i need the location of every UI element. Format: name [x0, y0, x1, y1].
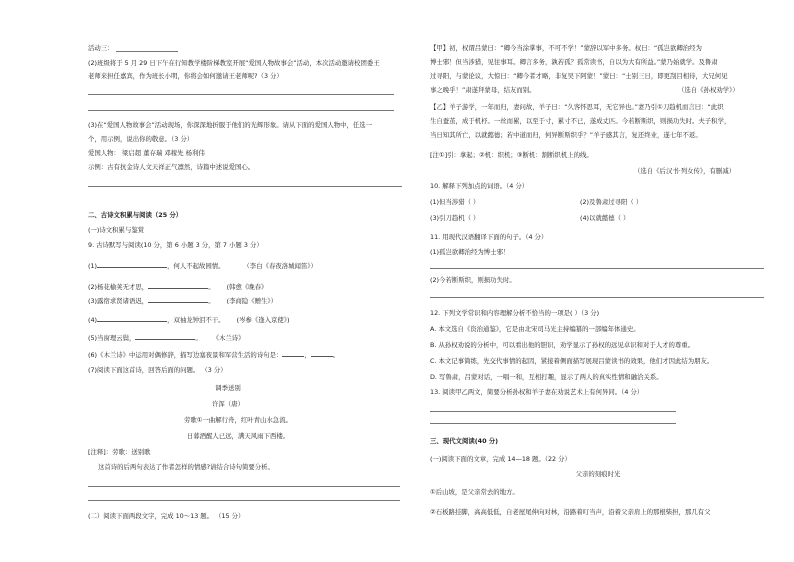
answer-line[interactable]	[430, 423, 676, 424]
answer-line[interactable]	[430, 297, 764, 298]
example-text: 示例：古有抗金诗人文天祥正气凛然，诗篇中述说爱国心。	[88, 163, 255, 171]
recite-item-2: (2)杨花榆荚无才思， 。 (韩愈《晚春》	[88, 283, 268, 291]
passage-a-source: （选自《孙权劝学》）	[678, 86, 739, 94]
answer-line[interactable]	[88, 186, 402, 187]
question-12-option-a: A. 本文选自《资治通鉴》，它是由北宋司马光主持编纂的一部编年体通史。	[430, 325, 640, 333]
question-9: 9. 古诗默写与阅读(10 分，第 6 小题 3 分，第 7 小题 3 分）	[88, 241, 263, 249]
question-2-line-2: 老师来担任嘉宾，作为班长小明，你将会如何邀请王老师呢?（3 分）	[88, 72, 283, 80]
poem-note: [注释]：劳歌：送别歌	[88, 448, 151, 456]
section-2-heading: 二、古诗文积累与阅读（25 分）	[88, 211, 183, 219]
essay-title: 父亲的刻痕时光	[575, 470, 621, 478]
poem-author: 许浑（唐）	[212, 400, 244, 408]
recite-item-5: (5)当窗理云鬓， 。 《木兰诗》	[88, 334, 245, 342]
poem-title: 调季送别	[215, 384, 241, 392]
activity-3-blank[interactable]	[116, 51, 178, 52]
question-10-item-1: (1)但当涉猎（ ）	[430, 198, 480, 206]
question-10: 10. 解释下列加点的词语。（4 分）	[430, 182, 529, 190]
poem-line-1: 劳歌①一曲解行舟，红叶青山水急流。	[184, 416, 292, 424]
question-3-line-2: 个，用示例，说出你的敬意。（3 分）	[88, 135, 194, 143]
question-13: 13. 阅读甲乙两文，简要分析孙权和羊子妻在劝说艺术上有何异同。（4 分）	[430, 388, 644, 396]
answer-line[interactable]	[88, 94, 394, 95]
question-11: 11. 用现代汉语翻译下面的句子。（4 分）	[430, 233, 548, 241]
question-10-item-4: (4)以就懿德（ ）	[580, 214, 630, 222]
question-10-item-3: (3)引刀趋机（ ）	[430, 214, 480, 222]
question-12-option-c: C. 本文记事简练，先交代事情的起因，紧接着侧面描写展现吕蒙读书的效果，他们才因此结为朋友。	[430, 357, 714, 365]
question-11-item-2: (2)今若断斯织，则损功失时。	[430, 276, 516, 284]
question-12-option-d: D. 写鲁肃，吕蒙对话，一唱一和，互相打趣，显示了两人的真实性情和融洽关系。	[430, 373, 663, 381]
passage-b-line-2: 生自蚕茧，成于机杼。一丝而累，以至于寸，累寸不已，遂成丈匹。今若断斯织，则损功失时。夫子积学，	[430, 117, 731, 125]
question-12-option-b: B. 从孙权劝说的分析中，可以看出他的胆识，劝学显示了孙权的远见卓识和对于人才的尊重。	[430, 341, 695, 349]
subsection-2-heading: (二）阅读下面两段文字，完成 10～13 题。 （15 分）	[88, 512, 245, 520]
essay-paragraph-2: ②石板路挂脚，高高低低，自老屋尾伸向对林，沿路着叮当声，沿着父亲肩上的那根柴担，那几有父	[430, 508, 711, 516]
passage-a-line-1: 【甲】初，权谓吕蒙曰：“卿今当涂掌事，不可不学！”蒙辞以军中多务。权曰：“孤岂欲卿治经为	[430, 44, 702, 52]
recite-item-3: (3)露宿求贤诸语迟， 。 (李商隐《赠生》）	[88, 297, 277, 305]
passage-b-source: （选自《后汉书·列女传》，有删减）	[634, 167, 736, 175]
question-10-item-2: (2)及鲁肃过寻阳（ ）	[580, 198, 643, 206]
recite-item-4: (4) ，双袖龙钟泪不干。 (岑参《逢入京使》)	[88, 316, 290, 324]
answer-line[interactable]	[88, 486, 400, 487]
answer-line[interactable]	[430, 268, 764, 269]
answer-line[interactable]	[430, 411, 676, 412]
passage-a-line-4: 事之晚乎！”肃遂拜蒙母，结友而别。	[430, 86, 536, 94]
passage-a-line-3: 过寻阳，与蒙论议，大惊曰：“卿今者才略，非复吴下阿蒙！”蒙曰：“士别三日，即更刮目相待，大兄何见	[430, 72, 728, 80]
activity-3-label: 活动三：	[88, 44, 114, 52]
passage-b-line-1: 【乙】羊子游学，一年而归，妻问故，羊子曰：“久客怀思耳，无它异也。”妻乃引①刀趋机而言曰：“此织	[430, 103, 724, 111]
patriot-figures: 爱国人物： 梁启超 董存瑞 邓稼先 杨利伟	[88, 149, 205, 157]
essay-paragraph-1: ①后山坡，是父亲常去的地方。	[430, 488, 519, 496]
subsection-1-heading: (一)诗文积累与鉴赏	[88, 226, 145, 234]
question-2-line-1: (2)班级将于 5 月 29 日下午在行知教学楼阶梯教室开展“爱国人物故事会”活动，本次活动邀请校团委王	[88, 59, 380, 67]
answer-line[interactable]	[88, 500, 400, 501]
section-3-heading: 三、现代文阅读(40 分)	[430, 437, 499, 445]
recite-item-1: (1) ，何人不起故园情。 （李白《春夜洛城闻笛》）	[88, 262, 317, 270]
passage-b-note: [注①]引：拿起；②机：织机；③断机：割断织机上的线。	[430, 151, 593, 159]
question-11-item-1: (1)孤岂欲卿治经为博士邪！	[430, 248, 510, 256]
recite-item-6: (6)《木兰诗》中运用对偶修辞，描写边塞夜景和军营生活的诗句是： ， 。	[88, 351, 340, 359]
question-3-line-1: (3)在“爱国人物故事会”活动现场，你深深地折服于他们的光辉形象。请从下面的爱国人物中，任选一	[88, 121, 373, 129]
passage-b-line-3: 当日知其所亡，以就懿德；若中道而归，何异断斯织乎？”羊子感其言，复还终业，遂七年不返。	[430, 131, 702, 139]
subsection-3-heading: (一)阅读下面的文章，完成 14—18 题。（22 分）	[430, 455, 571, 463]
question-12: 12. 下列文学常识和内容理解分析不恰当的一项是( ）（3 分)	[430, 309, 600, 317]
poem-question: 这首诗的后两句表达了作者怎样的情感?请结合诗句简要分析。	[98, 463, 274, 471]
poem-line-2: 日暮酒醒人已远，满天风雨下西楼。	[186, 432, 290, 440]
passage-a-line-2: 博士邪！但当涉猎，见往事耳。卿言多务，孰若孤？孤常读书，自以为大有所益。”蒙乃始就学。及鲁肃	[430, 58, 718, 66]
question-7: (7)阅读下面这首诗，回答后面的问题。 （3 分）	[88, 366, 227, 374]
answer-line[interactable]	[88, 110, 394, 111]
